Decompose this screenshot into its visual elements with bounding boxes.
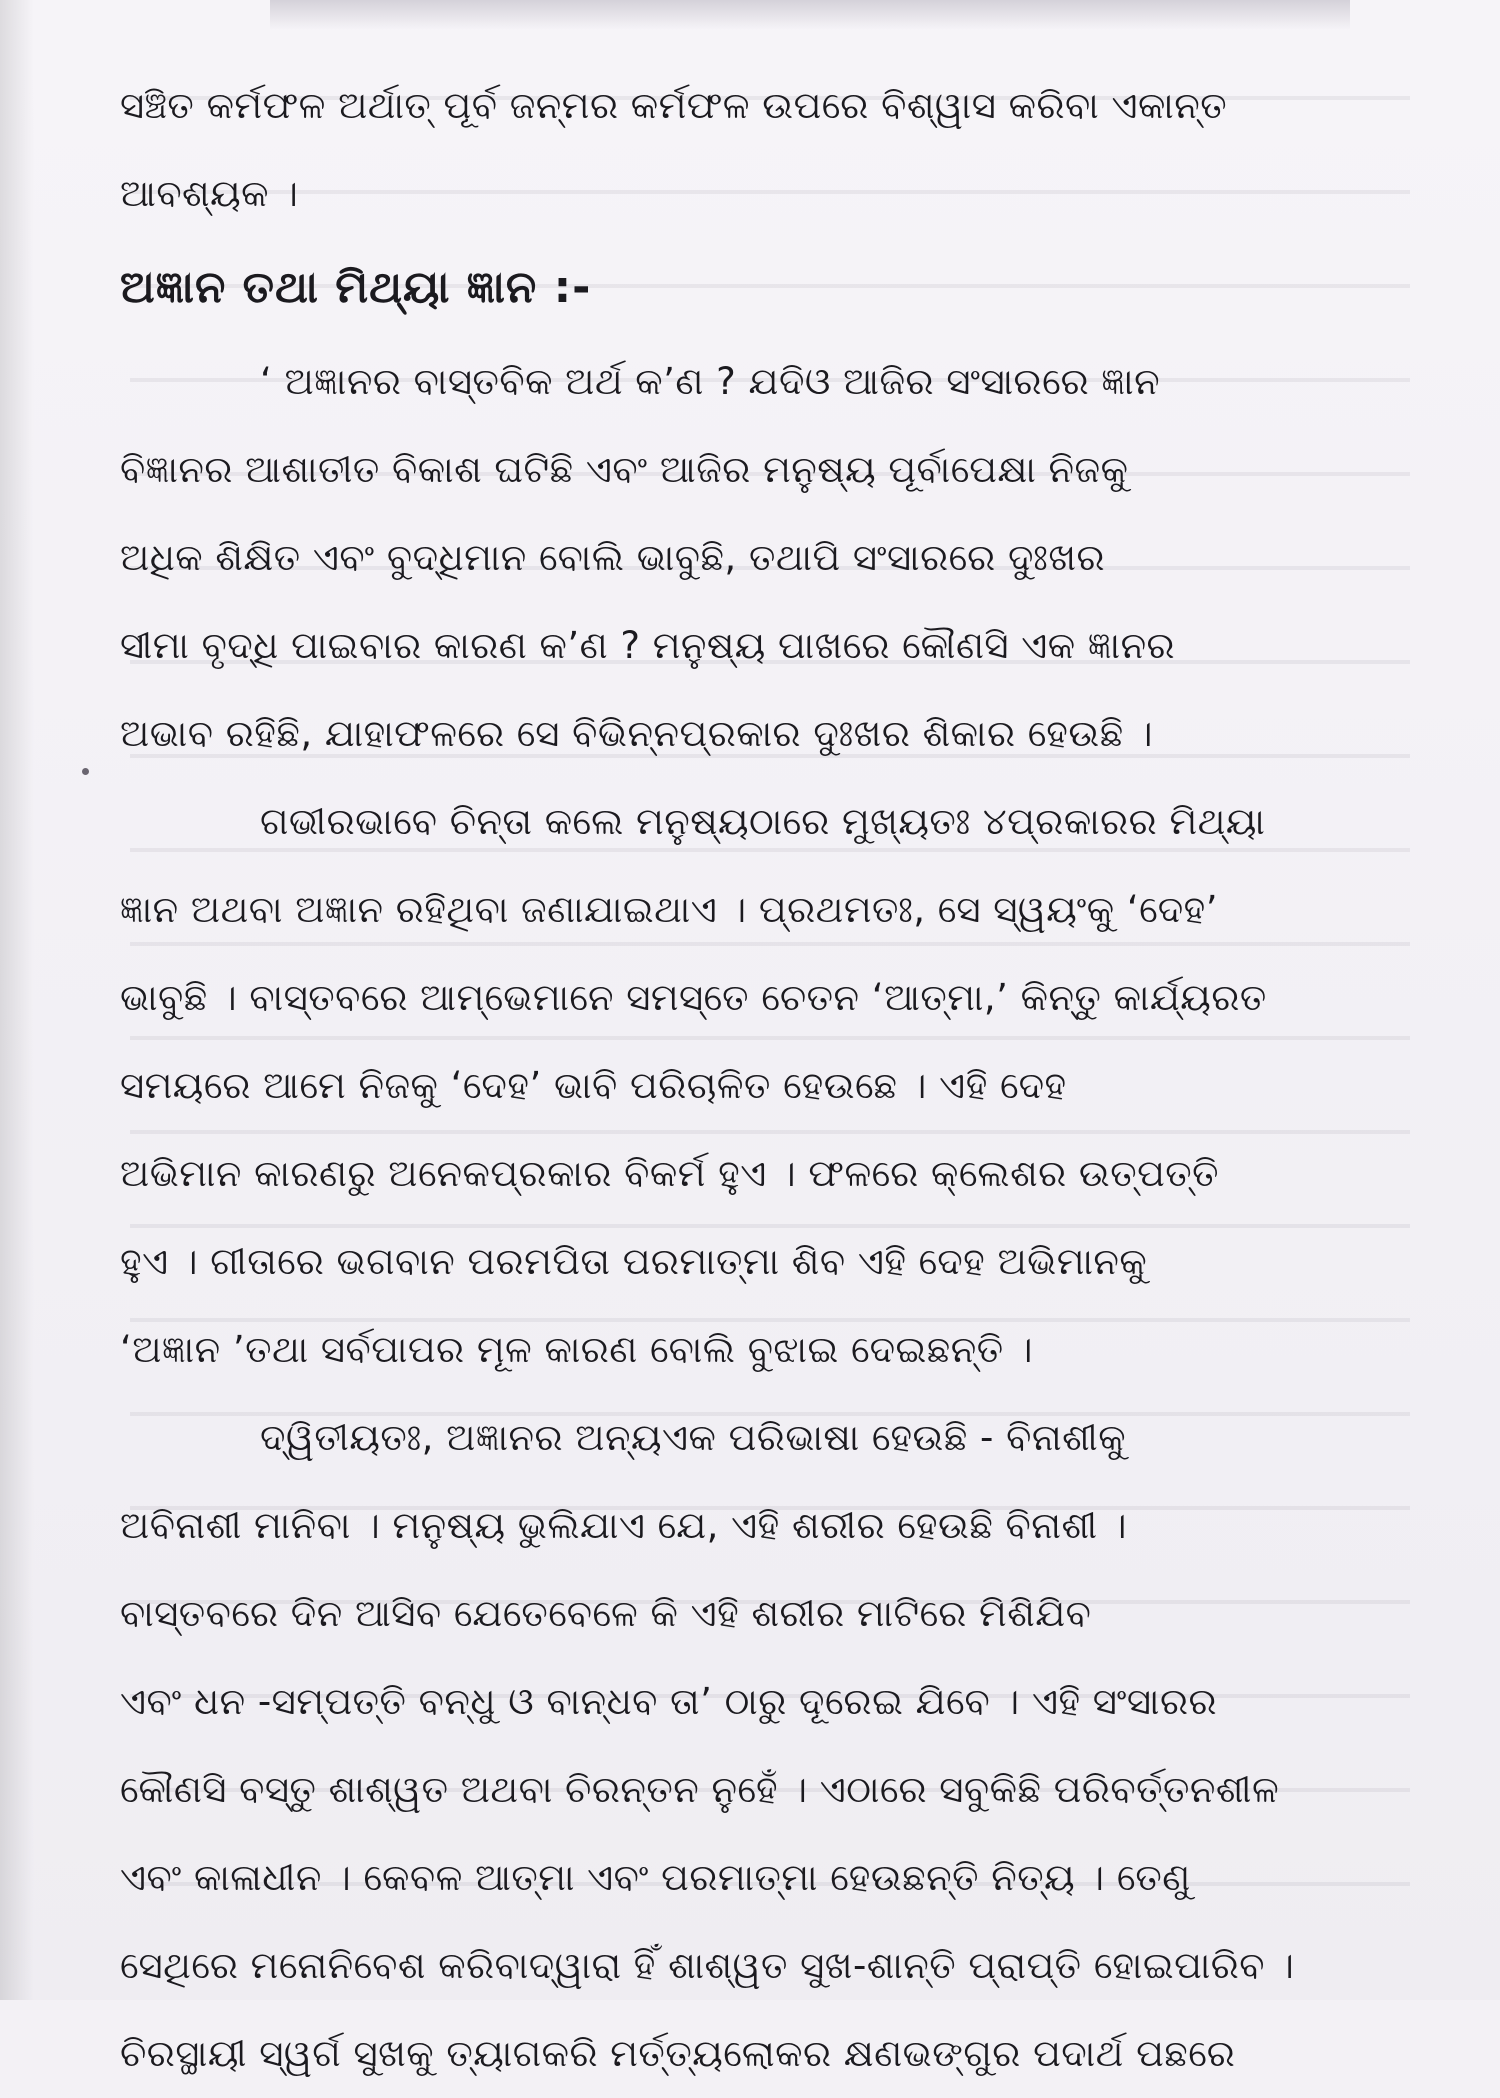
text-line: ବିଜ୍ଞାନର ଆଶାତୀତ ବିକାଶ ଘଟିଛି ଏବଂ ଆଜିର ମନୁଷ୍ୟ ପୂର୍ବାପେକ୍ଷା ନିଜକୁ bbox=[120, 448, 1129, 491]
text-line: ଆବଶ୍ୟକ । bbox=[120, 172, 299, 215]
text-line: କୌଣସି ବସ୍ତୁ ଶାଶ୍ୱତ ଅଥବା ଚିରନ୍ତନ ନୁହେଁ । ଏଠାରେ ସବୁକିଛି ପରିବର୍ତ୍ତନଶୀଳ bbox=[120, 1768, 1280, 1811]
text-line: ଏବଂ କାଳାଧୀନ । କେବଳ ଆତ୍ମା ଏବଂ ପରମାତ୍ମା ହେଉଛନ୍ତି ନିତ୍ୟ । ତେଣୁ bbox=[120, 1856, 1191, 1899]
text-line: ଅଧିକ ଶିକ୍ଷିତ ଏବଂ ବୁଦ୍ଧିମାନ ବୋଲି ଭାବୁଛି, ତଥାପି ସଂସାରରେ ଦୁଃଖର bbox=[120, 536, 1106, 579]
text-line: ‘ଅଜ୍ଞାନ ’ତଥା ସର୍ବପାପର ମୂଳ କାରଣ ବୋଲି ବୁଝାଇ ଦେଇଛନ୍ତି । bbox=[120, 1328, 1034, 1371]
section-heading: ଅଜ୍ଞାନ ତଥା ମିଥ୍ୟା ଜ୍ଞାନ :- bbox=[120, 262, 592, 313]
text-line: ଜ୍ଞାନ ଅଥବା ଅଜ୍ଞାନ ରହିଥିବା ଜଣାଯାଇଥାଏ । ପ୍ରଥମତଃ, ସେ ସ୍ୱୟଂକୁ ‘ଦେହ’ bbox=[120, 888, 1218, 931]
text-line: ଦ୍ୱିତୀୟତଃ, ଅଜ୍ଞାନର ଅନ୍ୟଏକ ପରିଭାଷା ହେଉଛି - ବିନାଶୀକୁ bbox=[260, 1416, 1127, 1459]
text-line: ଅଭିମାନ କାରଣରୁ ଅନେକପ୍ରକାର ବିକର୍ମ ହୁଏ । ଫଳରେ କ୍ଲେଶର ଉତ୍ପତ୍ତି bbox=[120, 1152, 1220, 1195]
text-line: ଚିରସ୍ଥାୟୀ ସ୍ୱର୍ଗ ସୁଖକୁ ତ୍ୟାଗକରି ମର୍ତ୍ତ୍ୟଲୋକର କ୍ଷଣଭଙ୍ଗୁର ପଦାର୍ଥ ପଛରେ bbox=[120, 2032, 1236, 2075]
text-line: ଭାବୁଛି । ବାସ୍ତବରେ ଆମ୍ଭେମାନେ ସମସ୍ତେ ଚେତନ ‘ଆତ୍ମା,’ କିନ୍ତୁ କାର୍ଯ୍ୟରତ bbox=[120, 976, 1267, 1019]
margin-dot bbox=[82, 768, 89, 775]
text-line: ଗଭୀରଭାବେ ଚିନ୍ତା କଲେ ମନୁଷ୍ୟଠାରେ ମୁଖ୍ୟତଃ ୪ପ୍ରକାରର ମିଥ୍ୟା bbox=[260, 800, 1266, 843]
text-line: ଅବିନାଶୀ ମାନିବା । ମନୁଷ୍ୟ ଭୁଲିଯାଏ ଯେ, ଏହି ଶରୀର ହେଉଛି ବିନାଶୀ । bbox=[120, 1504, 1128, 1547]
text-line: ହୁଏ । ଗୀତାରେ ଭଗବାନ ପରମପିତା ପରମାତ୍ମା ଶିବ ଏହି ଦେହ ଅଭିମାନକୁ bbox=[120, 1240, 1148, 1283]
text-line: ବାସ୍ତବରେ ଦିନ ଆସିବ ଯେତେବେଳେ କି ଏହି ଶରୀର ମାଟିରେ ମିଶିଯିବ bbox=[120, 1592, 1092, 1635]
text-line: ସୀମା ବୃଦ୍ଧି ପାଇବାର କାରଣ କ’ଣ ? ମନୁଷ୍ୟ ପାଖରେ କୌଣସି ଏକ ଜ୍ଞାନର bbox=[120, 624, 1176, 667]
page-text bbox=[120, 62, 1395, 2098]
text-line: ସଞ୍ଚିତ କର୍ମଫଳ ଅର୍ଥାତ୍ ପୂର୍ବ ଜନ୍ମର କର୍ମଫଳ ଉପରେ ବିଶ୍ୱାସ କରିବା ଏକାନ୍ତ bbox=[120, 84, 1228, 127]
text-line: ସେଥିରେ ମନୋନିବେଶ କରିବାଦ୍ୱାରା ହିଁ ଶାଶ୍ୱତ ସୁଖ-ଶାନ୍ତି ପ୍ରାପ୍ତି ହୋଇପାରିବ । bbox=[120, 1944, 1295, 1987]
text-line: ‘ ଅଜ୍ଞାନର ବାସ୍ତବିକ ଅର୍ଥ କ’ଣ ? ଯଦିଓ ଆଜିର ସଂସାରରେ ଜ୍ଞାନ bbox=[260, 360, 1161, 403]
text-line: ଏବଂ ଧନ -ସମ୍ପତ୍ତି ବନ୍ଧୁ ଓ ବାନ୍ଧବ ତା’ ଠାରୁ ଦୂରେଇ ଯିବେ । ଏହି ସଂସାରର bbox=[120, 1680, 1218, 1723]
text-line: ସମୟରେ ଆମେ ନିଜକୁ ‘ଦେହ’ ଭାବି ପରିଚାଳିତ ହେଉଛେ । ଏହି ଦେହ bbox=[120, 1064, 1067, 1107]
text-line: ଅଭାବ ରହିଛି, ଯାହାଫଳରେ ସେ ବିଭିନ୍ନପ୍ରକାର ଦୁଃଖର ଶିକାର ହେଉଛି । bbox=[120, 712, 1154, 755]
page-top-shadow bbox=[270, 0, 1350, 30]
